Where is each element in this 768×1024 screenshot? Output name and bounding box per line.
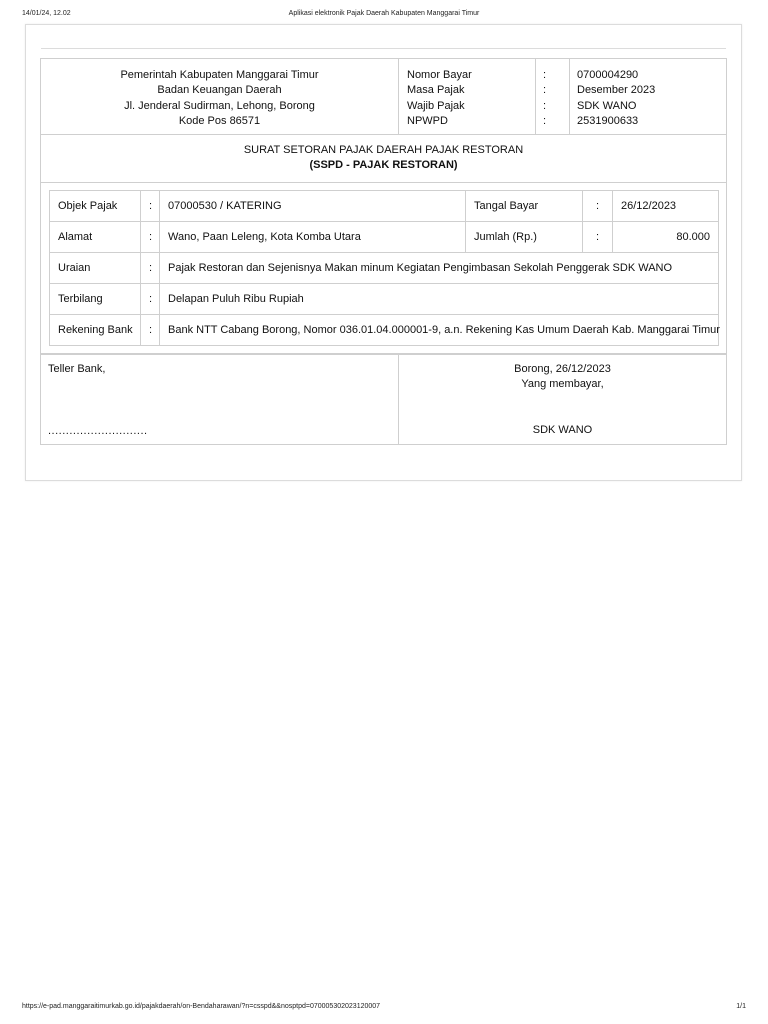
issuer-line-1: Pemerintah Kabupaten Manggarai Timur	[120, 69, 319, 81]
info-label-wajib-pajak: Wajib Pajak	[407, 99, 465, 112]
colon: :	[141, 253, 160, 284]
teller-label: Teller Bank,	[48, 363, 106, 375]
print-header	[22, 10, 746, 22]
info-values	[577, 68, 655, 129]
info-colon: :	[543, 69, 547, 81]
uraian-label: Uraian	[50, 253, 141, 284]
info-label-nomor-bayar: Nomor Bayar	[407, 69, 472, 81]
document-title	[40, 135, 727, 183]
colon: :	[583, 222, 613, 253]
table-row	[50, 284, 719, 315]
objek-pajak-label: Objek Pajak	[50, 191, 141, 222]
issuer-line-3: Jl. Jenderal Sudirman, Lehong, Borong	[124, 99, 315, 112]
info-value-nomor-bayar: 0700004290	[577, 69, 639, 81]
uraian-value: Pajak Restoran dan Sejenisnya Makan minum Kegiatan Pengimbasan Sekolah Penggerak SDK WANO	[160, 253, 719, 284]
jumlah-value: 80.000	[613, 222, 719, 253]
table-row	[50, 191, 719, 222]
info-value-wajib-pajak: SDK WANO	[577, 99, 637, 112]
terbilang-label: Terbilang	[50, 284, 141, 315]
signature-section	[40, 354, 727, 445]
teller-signature	[41, 355, 399, 444]
alamat-label: Alamat	[50, 222, 141, 253]
detail-table	[49, 190, 719, 346]
print-page-number: 1/1	[736, 1003, 746, 1010]
place-date: Borong, 26/12/2023	[514, 363, 611, 375]
payer-signature	[399, 355, 726, 444]
table-row	[50, 222, 719, 253]
colon: :	[141, 315, 160, 346]
tangal-bayar-value: 26/12/2023	[613, 191, 719, 222]
table-row	[50, 315, 719, 346]
info-colon: :	[543, 114, 547, 127]
teller-signature-line: ............................	[48, 425, 148, 437]
issuer-block	[41, 59, 399, 134]
colon: :	[141, 222, 160, 253]
objek-pajak-value: 07000530 / KATERING	[160, 191, 466, 222]
info-label-npwpd: NPWPD	[407, 114, 448, 127]
info-colon: :	[543, 84, 547, 97]
document-header	[40, 58, 727, 135]
issuer-line-4: Kode Pos 86571	[178, 114, 261, 127]
alamat-value: Wano, Paan Leleng, Kota Komba Utara	[160, 222, 466, 253]
print-url: https://e-pad.manggaraitimurkab.go.id/pajakdaerah/on-Bendaharawan/?n=csspd&&nosptpd=070005302023120007	[22, 1003, 381, 1010]
print-datetime: 14/01/24, 12.02	[22, 10, 71, 17]
title-line-2: (SSPD - PAJAK RESTORAN)	[309, 159, 458, 171]
card-divider	[41, 48, 726, 49]
rekening-bank-label: Rekening Bank	[50, 315, 141, 346]
print-page-title: Aplikasi elektronik Pajak Daerah Kabupaten Manggarai Timur	[288, 10, 480, 17]
table-row	[50, 253, 719, 284]
title-line-1: SURAT SETORAN PAJAK DAERAH PAJAK RESTORAN	[243, 144, 524, 156]
rekening-bank-value: Bank NTT Cabang Borong, Nomor 036.01.04.000001-9, a.n. Rekening Kas Umum Daerah Kab. Manggarai Timur	[160, 315, 719, 346]
info-value-masa-pajak: Desember 2023	[577, 84, 656, 97]
print-footer	[22, 1003, 746, 1015]
tangal-bayar-label: Tangal Bayar	[466, 191, 583, 222]
colon: :	[141, 284, 160, 315]
sspd-document	[40, 58, 727, 445]
header-divider	[569, 59, 570, 134]
payer-label: Yang membayar,	[521, 378, 604, 390]
info-label-masa-pajak: Masa Pajak	[407, 84, 465, 97]
colon: :	[141, 191, 160, 222]
detail-section	[40, 183, 727, 354]
info-value-npwpd: 2531900633	[577, 114, 639, 127]
payer-name: SDK WANO	[532, 424, 593, 436]
info-colon: :	[543, 99, 547, 112]
info-labels	[407, 68, 472, 129]
issuer-line-2: Badan Keuangan Daerah	[157, 84, 282, 97]
colon: :	[583, 191, 613, 222]
jumlah-label: Jumlah (Rp.)	[466, 222, 583, 253]
info-colons	[543, 68, 546, 129]
header-divider	[535, 59, 536, 134]
terbilang-value: Delapan Puluh Ribu Rupiah	[160, 284, 719, 315]
